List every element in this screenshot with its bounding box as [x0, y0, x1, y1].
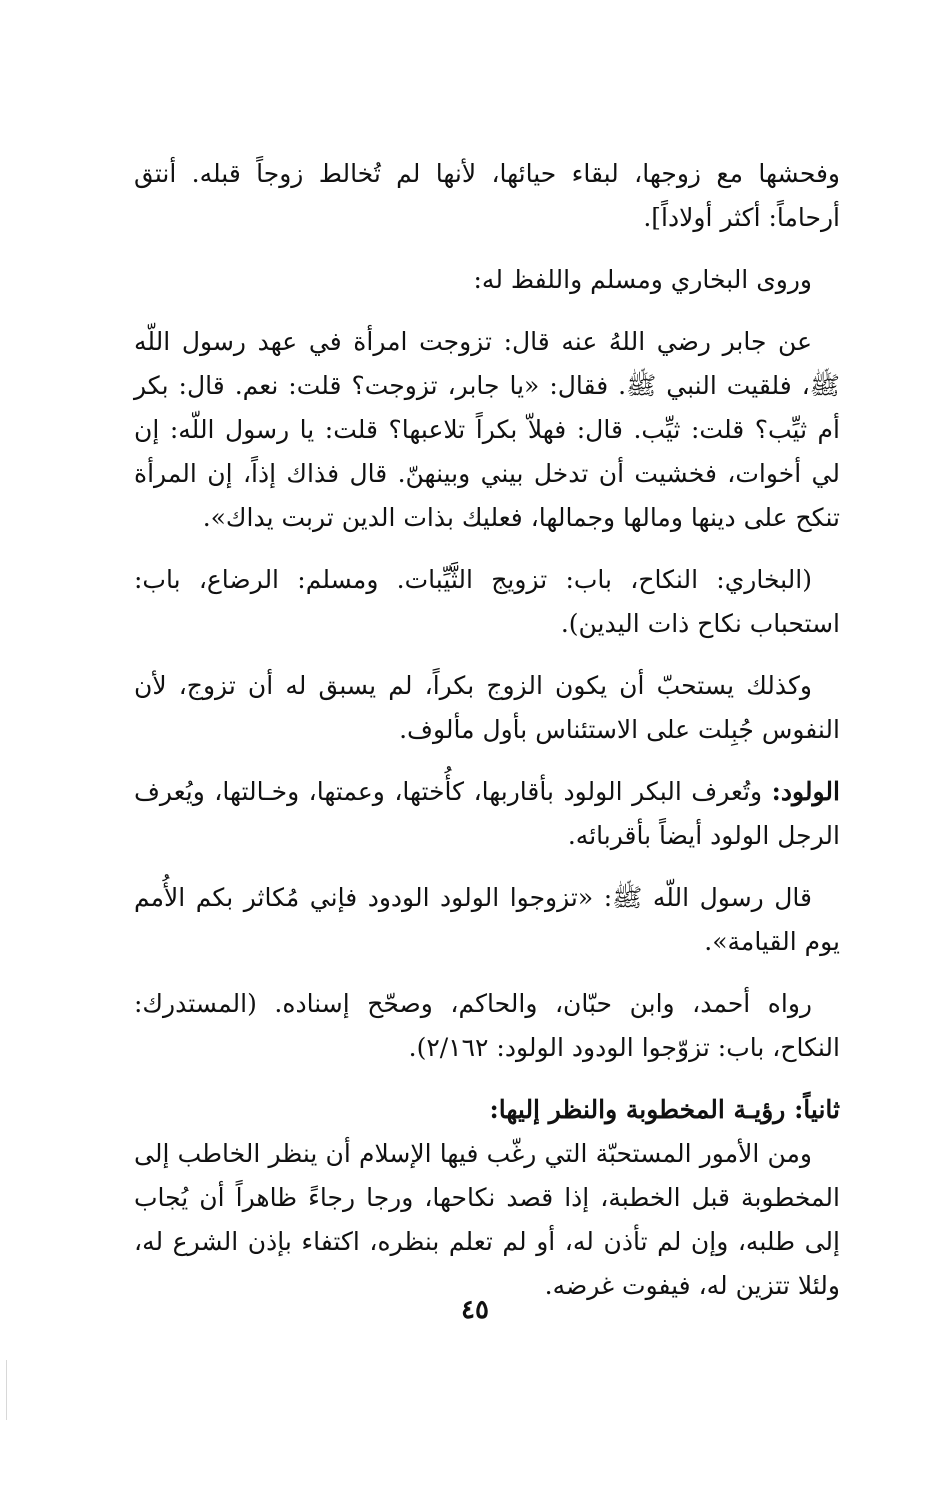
section-heading: ثانياً: رؤيـة المخطوبة والنظر إليها: [489, 1095, 840, 1124]
paragraph-virgin-husband: وكذلك يستحبّ أن يكون الزوج بكراً، لم يسبق له أن تزوج، لأن النفوس جُبِلت على الاستئناس بأول مألوف. [134, 671, 840, 744]
page-body [134, 152, 840, 1312]
paragraph-narration-intro: وروى البخاري ومسلم واللفظ له: [473, 265, 812, 294]
walud-text: وتُعرف البكر الولود بأقاربها، كأُختها، وعمتها، وخـالتها، ويُعرف الرجل الولود أيضاً بأقربائه. [134, 777, 840, 850]
scan-edge-mark [6, 1360, 7, 1420]
paragraph-continuation: وفحشها مع زوجها، لبقاء حيائها، لأنها لم تُخالط زوجاً قبله. أنتق أرحاماً: أكثر أولاداً]. [134, 159, 840, 232]
walud-label: الولود: [771, 777, 840, 806]
paragraph-viewing-fiancee: ومن الأمور المستحبّة التي رغّب فيها الإسلام أن ينظر الخاطب إلى المخطوبة قبل الخطبة، إذا قصد نكاحها، ورجا رجاءً ظاهراً أن يُجاب إلى طلبه، وإن لم تأذن له، أو لم تعلم بنظره، اكتفاء بإذن الشرع له، ولئلا تتزين له، فيفوت غرضه. [134, 1139, 840, 1300]
paragraph-citation-bukhari: (البخاري: النكاح، باب: تزويج الثَّيِّبات. ومسلم: الرضاع، باب: استحباب نكاح ذات اليدين). [134, 565, 840, 638]
paragraph-hadith-walud: قال رسول اللّه ﷺ: «تزوجوا الولود الودود فإني مُكاثر بكم الأُمم يوم القيامة». [134, 883, 840, 956]
page-number: ٤٥ [461, 1295, 489, 1325]
paragraph-citation-ahmad: رواه أحمد، وابن حبّان، والحاكم، وصحّح إسناده. (المستدرك: النكاح، باب: تزوّجوا الودود الولود: ٢/١٦٢). [134, 989, 840, 1062]
paragraph-hadith-jabir: عن جابر رضي اللهُ عنه قال: تزوجت امرأة في عهد رسول اللّه ﷺ، فلقيت النبي ﷺ. فقال: «يا جابر، تزوجت؟ قلت: نعم. قال: بكر أم ثيِّب؟ قلت: ثيِّب. قال: فهلاّ بكراً تلاعبها؟ قلت: يا رسول اللّه: إن لي أخوات، فخشيت أن تدخل بيني وبينهنّ. قال فذاك إذاً، إن المرأة تنكح على دينها ومالها وجمالها، فعليك بذات الدين تربت يداك». [134, 327, 840, 532]
paragraph-walud [134, 770, 840, 858]
